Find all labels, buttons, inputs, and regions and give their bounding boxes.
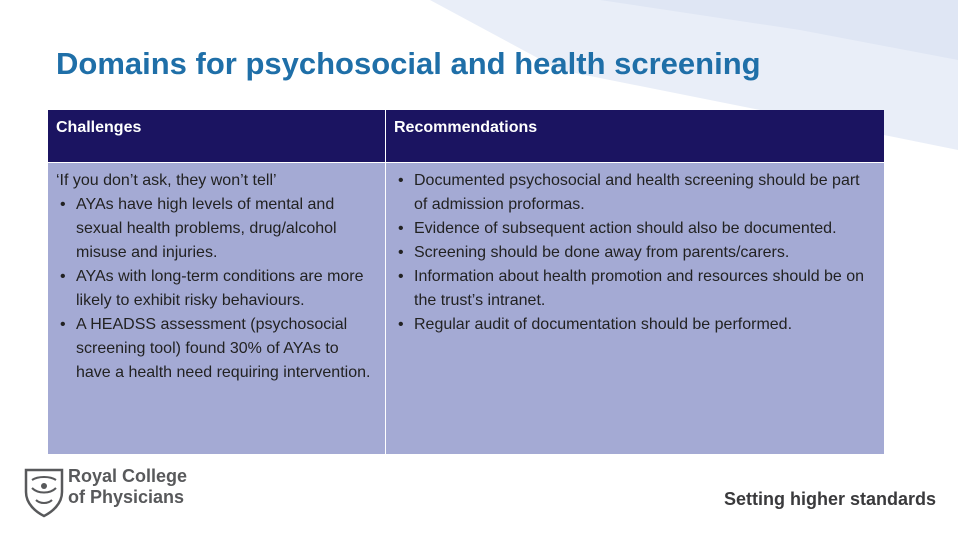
list-item bbox=[398, 265, 876, 313]
bullet: • bbox=[60, 316, 66, 333]
list-item bbox=[398, 313, 876, 337]
list-item-text: Documented psychosocial and health screening should be part of admission proformas. bbox=[414, 172, 860, 213]
bullet: • bbox=[398, 316, 404, 333]
bullet: • bbox=[398, 268, 404, 285]
list-item bbox=[398, 217, 876, 241]
table-header-row bbox=[48, 110, 884, 162]
bullet: • bbox=[60, 196, 66, 213]
header-recommendations: Recommendations bbox=[386, 110, 884, 162]
screening-table bbox=[48, 110, 884, 454]
logo-line-2: of Physicians bbox=[68, 487, 185, 507]
list-item-text: Regular audit of documentation should be performed. bbox=[414, 316, 793, 333]
list-item-text: AYAs have high levels of mental and sexual health problems, drug/alcohol misuse and injuries. bbox=[76, 196, 337, 261]
table-body-row bbox=[48, 163, 884, 454]
recommendations-cell bbox=[386, 163, 884, 454]
rcp-logo-text bbox=[68, 466, 187, 508]
list-item-text: A HEADSS assessment (psychosocial screening tool) found 30% of AYAs to have a health need requiring intervention. bbox=[76, 316, 371, 381]
list-item bbox=[398, 169, 876, 217]
logo-line-1: Royal College bbox=[68, 466, 188, 486]
rcp-crest-icon bbox=[22, 466, 66, 518]
bullet: • bbox=[398, 220, 404, 237]
list-item-text: Information about health promotion and resources should be on the trust’s intranet. bbox=[414, 268, 865, 309]
bullet: • bbox=[60, 268, 66, 285]
challenges-lead: ‘If you don’t ask, they won’t tell’ bbox=[56, 172, 277, 189]
list-item bbox=[60, 265, 377, 313]
list-item-text: Evidence of subsequent action should also be documented. bbox=[414, 220, 837, 237]
slide-title: Domains for psychosocial and health screening bbox=[56, 46, 761, 81]
list-item-text: AYAs with long-term conditions are more likely to exhibit risky behaviours. bbox=[76, 268, 364, 309]
list-item bbox=[60, 193, 377, 265]
list-item-text: Screening should be done away from parents/carers. bbox=[414, 244, 790, 261]
bullet: • bbox=[398, 244, 404, 261]
header-challenges: Challenges bbox=[48, 110, 386, 162]
challenges-cell bbox=[48, 163, 386, 454]
list-item bbox=[398, 241, 876, 265]
bullet: • bbox=[398, 172, 404, 189]
challenges-list bbox=[56, 193, 377, 385]
recommendations-list bbox=[394, 169, 876, 337]
list-item bbox=[60, 313, 377, 385]
footer-tagline: Setting higher standards bbox=[723, 489, 936, 509]
